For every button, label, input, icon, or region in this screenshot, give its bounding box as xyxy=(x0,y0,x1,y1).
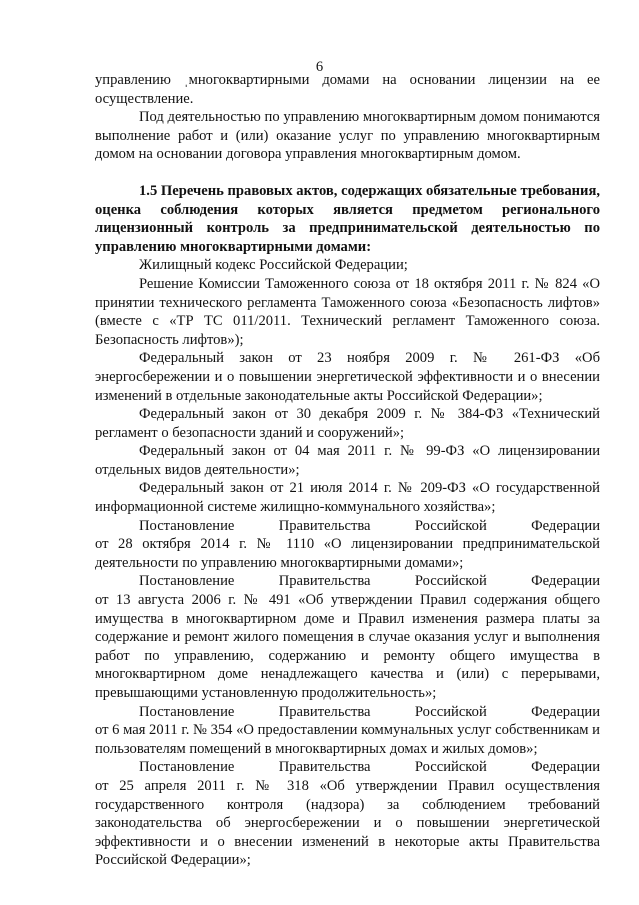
resolution-word: Постановление xyxy=(139,517,235,534)
federation-word: Федерации xyxy=(531,703,600,720)
russian-word: Российской xyxy=(414,759,487,776)
paragraph-continuation: управлению ˌмногоквартирными домами на основании лицензии на ее осуществление. xyxy=(95,72,600,107)
resolution-word: Постановление xyxy=(139,759,235,776)
act-law-261: Федеральный закон от 23 ноября 2009 г. № 261-ФЗ «Об энергосбережении и о повышении энергетической эффективности и о внесении изменений в отдельные законодательные акты Российской Федерации»; xyxy=(95,350,600,404)
resolution-header-line xyxy=(95,572,600,591)
act-resolution-354: от 6 мая 2011 г. № 354 «О предоставлении коммунальных услуг собственникам и пользователям помещений в многоквартирных домах и жилых домов»; xyxy=(95,722,600,757)
government-word: Правительства xyxy=(278,573,371,590)
russian-word: Российской xyxy=(414,703,487,720)
resolution-header-line xyxy=(95,758,600,777)
russian-word: Российской xyxy=(414,573,487,590)
federation-word: Федерации xyxy=(531,573,600,590)
russian-word: Российской xyxy=(414,517,487,534)
section-heading: 1.5 Перечень правовых актов, содержащих обязательные требования, оценка соблюдения которых является предметом регионального лицензионный контроль за предпринимательской деятельностью по управлению многоквартирными домами: xyxy=(95,182,600,255)
federation-word: Федерации xyxy=(531,759,600,776)
act-law-99: Федеральный закон от 04 мая 2011 г. № 99-ФЗ «О лицензировании отдельных видов деятельности»; xyxy=(95,443,600,478)
document-body xyxy=(95,71,600,870)
resolution-word: Постановление xyxy=(139,573,235,590)
paragraph-definition: Под деятельностью по управлению многоквартирным домом понимаются выполнение работ и (или) оказание услуг по управлению многоквартирным домом на основании договора управления многоквартирным домом. xyxy=(95,109,600,163)
act-resolution-491: от 13 августа 2006 г. № 491 «Об утверждении Правил содержания общего имущества в многоквартирном доме и Правил изменения размера платы за содержание и ремонт жилого помещения в случае оказания услуг и выполнения работ по управлению, содержанию и ремонту общего имущества в многоквартирном доме ненадлежащего качества и (или) с перерывами, превышающими установленную продолжительность»; xyxy=(95,592,600,701)
page-number: 6 xyxy=(315,59,324,75)
federation-word: Федерации xyxy=(531,517,600,534)
act-housing-code: Жилищный кодекс Российской Федерации; xyxy=(139,257,408,274)
resolution-header-line xyxy=(95,703,600,722)
resolution-word: Постановление xyxy=(139,703,235,720)
act-law-384: Федеральный закон от 30 декабря 2009 г. № 384-ФЗ «Технический регламент о безопасности зданий и сооружений»; xyxy=(95,406,600,441)
act-customs-union-decision: Решение Комиссии Таможенного союза от 18 октября 2011 г. № 824 «О принятии технического регламента Таможенного союза «Безопасность лифтов» (вместе с «ТР ТС 011/2011. Технический регламент Таможенного союза. Безопасность лифтов»); xyxy=(95,275,600,348)
government-word: Правительства xyxy=(278,759,371,776)
act-law-209: Федеральный закон от 21 июля 2014 г. № 209-ФЗ «О государственной информационной системе жилищно-коммунального хозяйства»; xyxy=(95,480,600,516)
act-resolution-1110: от 28 октября 2014 г. № 1110 «О лицензировании предпринимательской деятельности по управлению многоквартирными домами»; xyxy=(95,536,600,571)
government-word: Правительства xyxy=(278,517,371,534)
resolution-header-line xyxy=(95,517,600,536)
act-resolution-318: от 25 апреля 2011 г. № 318 «Об утверждении Правил осуществления государственного контроля (надзора) за соблюдением требований законодательства об энергосбережении и о повышении энергетической эффективности и о внесении изменений в некоторые акты Правительства Российской Федерации»; xyxy=(95,777,600,869)
government-word: Правительства xyxy=(278,703,371,720)
